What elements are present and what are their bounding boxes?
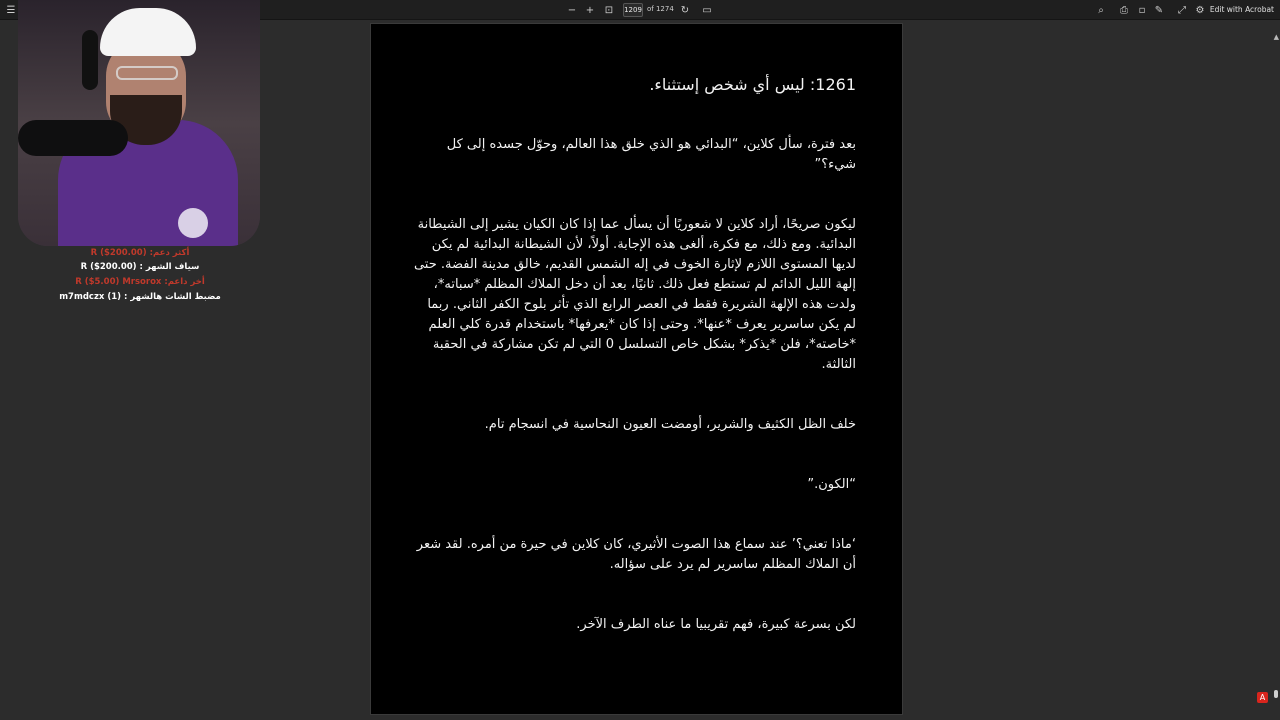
glasses-icon — [116, 66, 178, 80]
acrobat-logo-icon: A — [1257, 692, 1268, 703]
menu-icon[interactable]: ☰ — [6, 4, 16, 16]
page-total-label: of 1274 — [647, 5, 674, 13]
rotate-icon[interactable]: ↻ — [680, 4, 690, 16]
search-icon[interactable]: ⌕ — [1098, 4, 1104, 16]
settings-gear-icon[interactable]: ⚙ — [1195, 4, 1205, 16]
zoom-in-icon[interactable]: + — [585, 4, 595, 16]
save-icon[interactable]: ▫ — [1138, 4, 1146, 16]
hoodie-logo-icon — [178, 208, 208, 238]
paragraph-6: لكن بسرعة كبيرة، فهم تقريبيا ما عناه الطرف الآخر. — [576, 617, 856, 632]
microphone-icon — [18, 120, 128, 156]
last-donor-label: أخر داعم: R ($5.00) Mrsorox — [75, 277, 205, 287]
paragraph-3: خلف الظل الكثيف والشرير، أومضت العيون النحاسية في انسجام تام. — [484, 417, 856, 432]
page-number-input[interactable]: 1209 — [623, 3, 643, 17]
top-donor-label: أكثر دعم: R ($200.00) — [90, 248, 190, 258]
print-icon[interactable]: ⎙ — [1120, 4, 1128, 16]
vertical-scrollbar[interactable] — [1272, 21, 1280, 720]
fill-sign-icon[interactable]: ✎ — [1154, 4, 1164, 16]
paragraph-2: ليكون صريحًا، أراد كلاين لا شعوريًا أن يسأل عما إذا كان الكيان يشير إلى الشيطانة البدائية. ومع ذلك، مع فكرة، ألغى هذه الإجابة. أولاً، لأن الشيطانة البدائية لم يكن لديها المستوى اللازم لإثارة الخوف في إله الشمس القديم، خالق مدينة الفضة. حتى إلهة الليل الدائم لم تستطع فعل ذلك. ثانيًا، بعد أن دخل الملاك المظلم *سباته*، ولدت هذه الإلهة الشريرة فقط في العصر الرابع الذي تأثر بلوح الكفر الثاني. ربما لم يكن ساسرير يعرف *عنها*. وحتى إذا كان *يعرفها* باستخدام قدرة كلي العلم *خاصته*، فلن *يذكر* بشكل خاص التسلسل 0 التي لم تكن مشاركة في الحقبة الثالثة. — [413, 217, 856, 372]
paragraph-5: ‘ماذا تعني؟’ عند سماع هذا الصوت الأثيري، كان كلاين في حيرة من أمره. لقد شعر أن الملاك المظلم ساسرير لم يرد على سؤاله. — [416, 537, 856, 572]
headset-icon — [82, 30, 98, 90]
expand-icon[interactable]: ⤢ — [1178, 4, 1186, 16]
scroll-up-arrow-icon[interactable]: ▲ — [1273, 33, 1279, 41]
chat-moderator-label: مضبط الشات هالشهر : m7mdczx (1) — [59, 292, 221, 302]
streamer-webcam — [18, 0, 260, 246]
page-display-icon[interactable]: ▭ — [702, 4, 712, 16]
edit-with-acrobat-button[interactable]: Edit with Acrobat — [1209, 5, 1274, 14]
paragraph-1: بعد فترة، سأل كلاين، “البدائي هو الذي خلق هذا العالم، وحوّل جسده إلى كل شيء؟” — [446, 137, 856, 172]
month-donor-label: سياف الشهر : R ($200.00) — [80, 262, 200, 272]
scrollbar-thumb[interactable] — [1274, 690, 1278, 698]
fit-page-icon[interactable]: ⊡ — [604, 4, 614, 16]
zoom-out-icon[interactable]: − — [567, 4, 577, 16]
paragraph-4: “الكون.” — [807, 477, 856, 492]
pdf-page — [370, 23, 903, 715]
chapter-title: 1261: ليس أي شخص إستثناء. — [649, 75, 856, 94]
